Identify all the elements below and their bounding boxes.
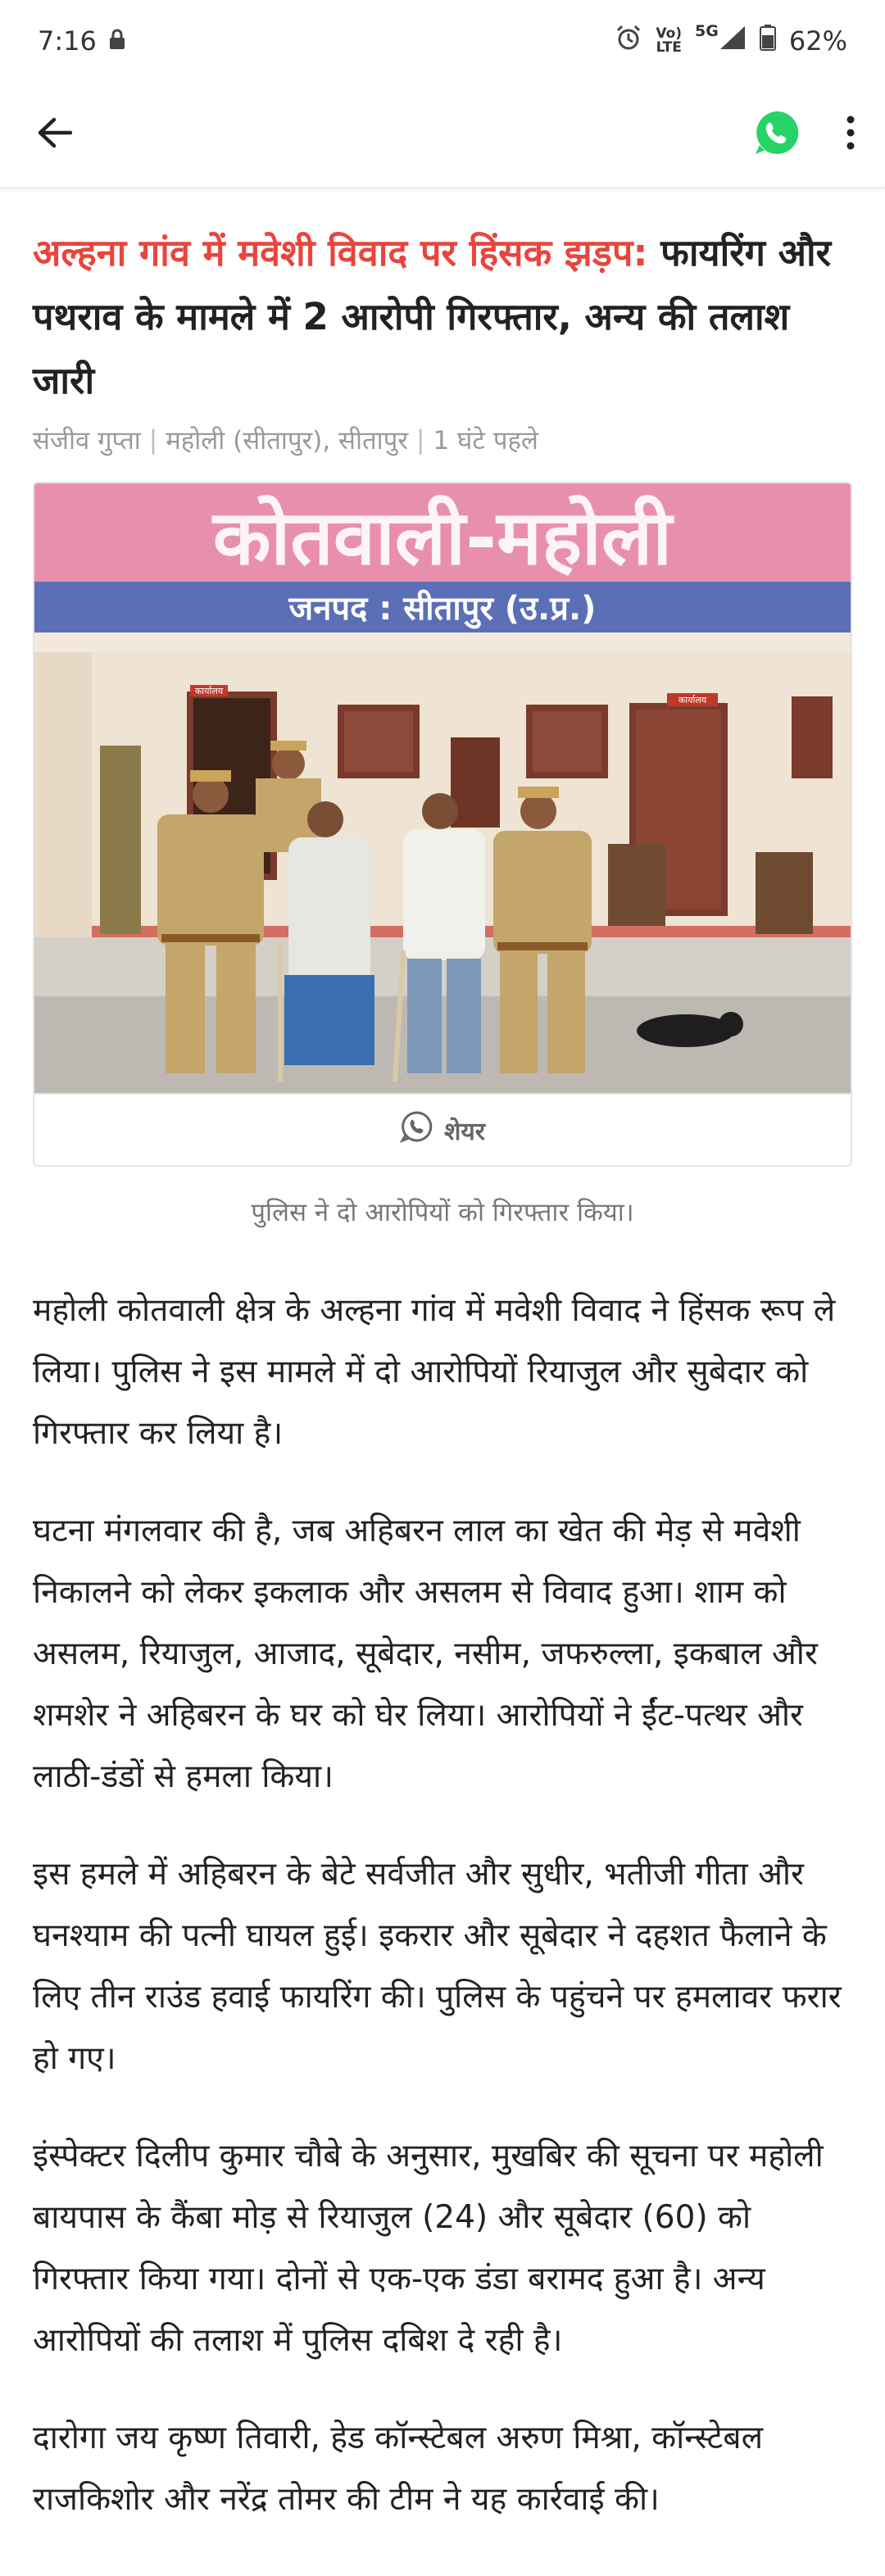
headline-highlight: अल्हना गांव में मवेशी विवाद पर हिंसक झड़प: — [33, 231, 648, 274]
signal-group — [695, 22, 747, 57]
app-bar — [0, 82, 885, 188]
back-button[interactable] — [36, 116, 72, 152]
article-paragraph: दारोगा जय कृष्ण तिवारी, हेड कॉन्स्टेबल अरुण मिश्रा, कॉन्स्टेबल राजकिशोर और नरेंद्र तोमर की टीम ने यह कार्रवाई की। — [33, 2420, 764, 2518]
signal-icon — [719, 25, 747, 57]
arrow-left-icon — [36, 116, 72, 152]
whatsapp-icon — [752, 109, 800, 160]
status-bar — [0, 0, 885, 82]
article-time: 1 घंटे पहले — [433, 426, 538, 456]
meta-separator: | — [416, 425, 425, 455]
app-bar-actions — [752, 109, 856, 160]
share-label: शेयर — [443, 1117, 486, 1146]
network-type: 5G — [695, 22, 719, 40]
status-time: 7:16 — [38, 25, 97, 57]
whatsapp-share-button[interactable] — [752, 109, 800, 160]
more-options-button[interactable] — [846, 115, 856, 154]
more-vertical-icon — [846, 115, 856, 154]
article-paragraph: इस हमले में अहिबरन के बेटे सर्वजीत और सुधीर, भतीजी गीता और घनश्याम की पत्नी घायल हुई। इकरार और सूबेदार ने दहशत फैलाने के लिए तीन राउंड हवाई फायरिंग की। पुलिस के पहुंचने पर हमलावर फरार हो गए। — [33, 1856, 842, 2077]
sign-title: कोतवाली-महोली — [212, 494, 673, 582]
volte-bottom: LTE — [656, 39, 682, 56]
volte-indicator — [656, 27, 682, 55]
status-left — [38, 25, 126, 57]
share-button[interactable] — [34, 1093, 851, 1165]
article-meta — [0, 413, 885, 457]
sign-subtitle: जनपद : सीतापुर (उ.प्र.) — [288, 590, 597, 628]
whatsapp-outline-icon — [400, 1110, 433, 1150]
battery-icon — [760, 25, 776, 57]
article-location[interactable]: महोली (सीतापुर), सीतापुर — [166, 426, 409, 456]
alarm-icon — [615, 24, 642, 58]
article-paragraph: महोली कोतवाली क्षेत्र के अल्हना गांव में मवेशी विवाद ने हिंसक रूप ले लिया। पुलिस ने इस मामले में दो आरोपियों रियाजुल और सुबेदार को गिरफ्तार कर लिया है। — [33, 1292, 836, 1452]
door-label-left: कार्यालय — [194, 686, 224, 696]
article-paragraph: घटना मंगलवार की है, जब अहिबरन लाल का खेत की मेड़ से मवेशी निकालने को लेकर इकलाक और असलम से विवाद हुआ। शाम को असलम, रियाजुल, आजाद, सूबेदार, नसीम, जफरुल्ला, इकबाल और शमशेर ने अहिबरन के घर को घेर लिया। आरोपियों ने ईंट-पत्थर और लाठी-डंडों से हमला किया। — [33, 1512, 818, 1795]
article-paragraph: इंस्पेक्टर दिलीप कुमार चौबे के अनुसार, मुखबिर की सूचना पर महोली बायपास के कैंबा मोड़ से रियाजुल (24) और सूबेदार (60) को गिरफ्तार किया गया। दोनों से एक-एक डंडा बरामद हुआ है। अन्य आरोपियों की तलाश में पुलिस दबिश दे रही है। — [33, 2138, 824, 2359]
author-name[interactable]: संजीव गुप्ता — [33, 426, 141, 456]
volte-top: Vo) — [656, 25, 683, 42]
meta-separator: | — [148, 425, 158, 455]
article-image-card — [33, 482, 852, 1167]
image-caption: पुलिस ने दो आरोपियों को गिरफ्तार किया। — [251, 1198, 634, 1227]
article-headline — [0, 188, 885, 413]
door-label-right: कार्यालय — [678, 695, 707, 705]
status-right — [615, 24, 847, 58]
battery-percent: 62% — [788, 25, 847, 57]
lock-icon — [108, 25, 126, 57]
headline-rest: फायरिंग और पथराव के मामले में 2 आरोपी गिरफ्तार, अन्य की तलाश जारी — [33, 231, 832, 402]
article-photo[interactable] — [34, 483, 851, 1093]
article-body — [0, 1229, 885, 2530]
